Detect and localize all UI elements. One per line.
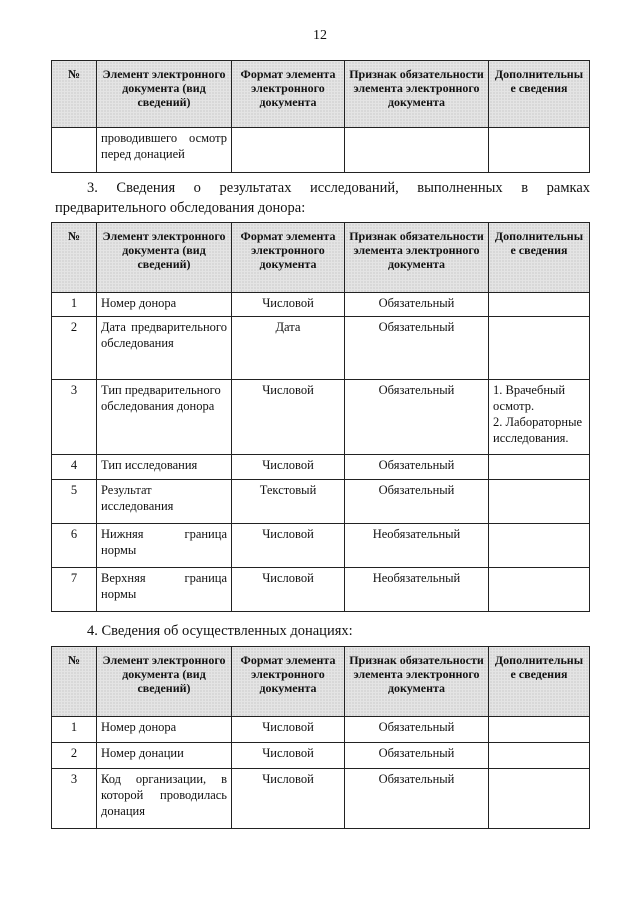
cell-num: 1 [52, 717, 97, 743]
cell-num: 2 [52, 317, 97, 380]
table-header-row [52, 647, 590, 717]
cell-num: 5 [52, 480, 97, 524]
table-continued [51, 60, 590, 173]
cell-format: Числовой [232, 769, 345, 829]
extra-list [493, 382, 585, 446]
table-row [52, 743, 590, 769]
cell-extra [489, 717, 590, 743]
cell-element: Номер донора [97, 293, 232, 317]
cell-required: Обязательный [345, 293, 489, 317]
header-extra: Дополнительны е сведения [489, 223, 590, 293]
cell-required [345, 128, 489, 173]
list-item: 1. Врачебный осмотр. [493, 383, 566, 413]
table-row [52, 480, 590, 524]
cell-num: 3 [52, 380, 97, 455]
table-row [52, 717, 590, 743]
section-3-heading: 3. Сведения о результатах исследований, выполненных в рамках предварительного обследования донора: [55, 180, 590, 216]
cell-format [232, 128, 345, 173]
header-num: № [52, 647, 97, 717]
cell-format: Дата [232, 317, 345, 380]
section-4-heading: 4. Сведения об осуществленных донациях: [87, 623, 353, 639]
table-row [52, 293, 590, 317]
cell-format: Числовой [232, 380, 345, 455]
table-row [52, 769, 590, 829]
cell-num [52, 128, 97, 173]
cell-element: Нижняя граница нормы [97, 524, 232, 568]
cell-element: Код организации, в которой проводилась донация [97, 769, 232, 829]
cell-element: Номер донации [97, 743, 232, 769]
header-required: Признак обязательности элемента электронного документа [345, 647, 489, 717]
cell-required: Обязательный [345, 455, 489, 480]
table-row [52, 524, 590, 568]
cell-format: Числовой [232, 293, 345, 317]
cell-extra [489, 769, 590, 829]
cell-element: Дата предварительного обследования [97, 317, 232, 380]
cell-element: Номер донора [97, 717, 232, 743]
header-num: № [52, 223, 97, 293]
cell-required: Обязательный [345, 743, 489, 769]
cell-extra [489, 317, 590, 380]
cell-extra [489, 128, 590, 173]
table-donations [51, 646, 590, 829]
cell-format: Числовой [232, 455, 345, 480]
cell-num: 7 [52, 568, 97, 612]
header-extra: Дополнительны е сведения [489, 61, 590, 128]
cell-element: Результат исследования [97, 480, 232, 524]
cell-format: Текстовый [232, 480, 345, 524]
cell-extra [489, 480, 590, 524]
cell-element: Тип предварительного обследования донора [97, 380, 232, 455]
table-row [52, 568, 590, 612]
cell-num: 4 [52, 455, 97, 480]
cell-required: Обязательный [345, 380, 489, 455]
cell-required: Необязательный [345, 568, 489, 612]
table-header-row [52, 223, 590, 293]
cell-extra [489, 568, 590, 612]
cell-num: 3 [52, 769, 97, 829]
table-row [52, 128, 590, 173]
cell-format: Числовой [232, 743, 345, 769]
cell-extra [489, 743, 590, 769]
cell-format: Числовой [232, 717, 345, 743]
header-element: Элемент электронного документа (вид сведений) [97, 61, 232, 128]
list-item: 2. Лабораторные исследования. [493, 415, 583, 445]
cell-required: Обязательный [345, 717, 489, 743]
header-required: Признак обязательности элемента электронного документа [345, 223, 489, 293]
cell-num: 1 [52, 293, 97, 317]
cell-extra [489, 380, 590, 455]
cell-num: 6 [52, 524, 97, 568]
header-extra: Дополнительны е сведения [489, 647, 590, 717]
header-format: Формат элемента электронного документа [232, 647, 345, 717]
cell-format: Числовой [232, 568, 345, 612]
header-format: Формат элемента электронного документа [232, 223, 345, 293]
table-row [52, 380, 590, 455]
cell-num: 2 [52, 743, 97, 769]
cell-extra [489, 524, 590, 568]
cell-element: проводившего осмотр перед донацией [97, 128, 232, 173]
table-row [52, 455, 590, 480]
cell-element: Тип исследования [97, 455, 232, 480]
header-element: Элемент электронного документа (вид сведений) [97, 223, 232, 293]
table-header-row [52, 61, 590, 128]
table-row [52, 317, 590, 380]
cell-format: Числовой [232, 524, 345, 568]
cell-required: Обязательный [345, 317, 489, 380]
page-number: 12 [313, 28, 327, 43]
cell-element: Верхняя граница нормы [97, 568, 232, 612]
cell-extra [489, 293, 590, 317]
cell-extra [489, 455, 590, 480]
cell-required: Необязательный [345, 524, 489, 568]
cell-required: Обязательный [345, 480, 489, 524]
table-research-results [51, 222, 590, 612]
header-required: Признак обязательности элемента электронного документа [345, 61, 489, 128]
cell-required: Обязательный [345, 769, 489, 829]
header-element: Элемент электронного документа (вид сведений) [97, 647, 232, 717]
header-format: Формат элемента электронного документа [232, 61, 345, 128]
header-num: № [52, 61, 97, 128]
